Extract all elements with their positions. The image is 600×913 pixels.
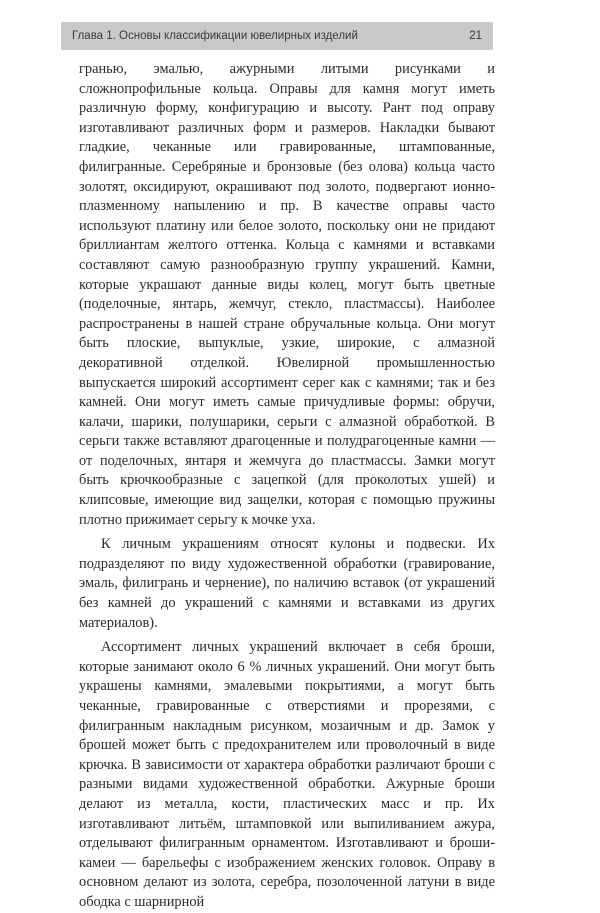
paragraph: К личным украшениям относят кулоны и подвески. Их подразделяют по виду художественной обработки (гравирование, эмаль, филигрань и чернение), по наличию вставок (от украшений без камней до украшений с камнями и вставками из других материалов). <box>79 536 495 631</box>
paragraph: Ассортимент личных украшений включает в себя броши, которые занимают около 6 % личных украшений. Они могут быть украшены камнями, эмалевыми покрытиями, а могут быть чеканные, гравированные с отверстиями и прорезями, с филигранным накладным рисунком, мозаичным и др. Замок у брошей может быть с предохранителем или проволочный в виде крючка. В зависимости от характера обработки различают броши с разными видами художественной обработки. Ажурные броши делают из металла, кости, пластических масс и пр. Их изготавливают литьём, штамповкой или выпиливанием ажура, отделывают филигранным орнаментом. Изготавливают и броши-камеи — барельефы с изображением женских головок. Оправу в основном делают из золота, серебра, позолоченной латуни в виде ободка с шарнирной <box>79 639 495 910</box>
chapter-title: Глава 1. Основы классификации ювелирных изделий <box>72 30 358 42</box>
paragraph: гранью, эмалью, ажурными литыми рисунками и сложнопрофильные кольца. Оправы для камня могут иметь различную форму, конфигурацию и высоту. Рант под оправу изготавливают различных форм и размеров. Накладки бывают гладкие, чеканные или гравированные, штампованные, филигранные. Серебряные и бронзовые (без олова) кольца часто золотят, оксидируют, окрашивают под золото, подвергают ионно-плазменному напылению и пр. В качестве оправы часто используют платину или белое золото, поскольку они не придают бриллиантам желтого оттенка. Кольца с камнями и вставками составляют самую разнообразную группу украшений. Камни, которые украшают данные виды колец, могут быть цветные (поделочные, янтарь, жемчуг, стекло, пластмассы). Наиболее распространены в нашей стране обручальные кольца. Они могут быть плоские, выпуклые, узкие, широкие, с алмазной декоративной отделкой. Ювелирной промышленностью выпускается широкий ассортимент серег как с камнями; так и без камней. Они могут иметь самые причудливые формы: обручи, калачи, шарики, полушарики, серьги с алмазной обработкой. В серьги также вставляют драгоценные и полудрагоценные камни — от поделочных, янтаря и жемчуга до пластмассы. Замки могут быть крючкообразные с зацепкой (для проколотых ушей) и клипсовые, имеющие вид защелки, которая с помощью пружины плотно прижимает серьгу к мочке уха. <box>79 61 495 528</box>
page-number: 21 <box>469 30 482 42</box>
running-header <box>61 22 493 50</box>
body-text <box>79 60 495 913</box>
